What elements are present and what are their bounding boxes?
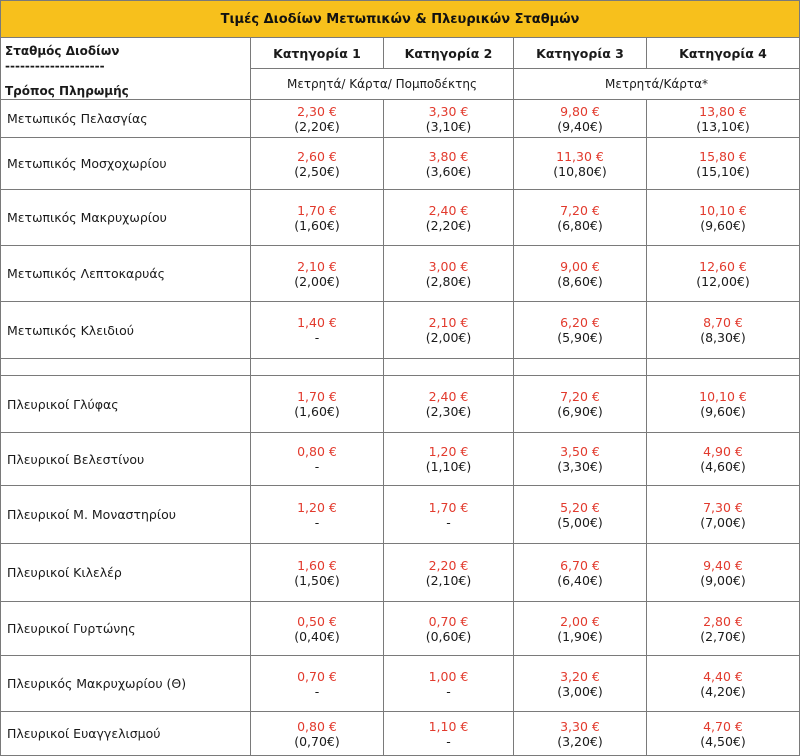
discounted-price-value: (2,20€) [294,118,340,134]
price-cell-category-3 [514,190,647,246]
station-name: Μετωπικός Κλειδιού [1,302,251,359]
station-name: Μετωπικός Μακρυχωρίου [1,190,251,246]
payment-group-2: Μετρητά/Κάρτα* [514,69,800,100]
table-row [1,656,800,712]
price-value: 7,20 € [560,389,600,404]
price-cell-category-1 [251,190,384,246]
separator-cell [1,359,251,376]
price-cell-category-4 [647,138,800,190]
price-cell-category-4 [647,302,800,359]
price-cell-category-2 [384,486,514,544]
header-dashes: -------------------- [5,59,105,73]
discounted-price-value: (7,00€) [700,514,746,530]
price-value: 3,30 € [560,718,600,734]
price-value: 13,80 € [699,103,747,119]
discounted-price-value: (4,20€) [700,683,746,699]
price-cell-category-2 [384,602,514,656]
price-cell-category-1 [251,656,384,712]
price-value: 0,50 € [297,613,337,629]
price-value: 9,40 € [703,557,743,573]
station-name: Πλευρικοί Γυρτώνης [1,602,251,656]
discounted-price-value: (9,60€) [700,217,746,233]
price-value: 0,70 € [297,668,337,684]
table-row [1,246,800,302]
price-cell-category-2 [384,100,514,138]
discounted-price-value: (9,00€) [700,572,746,588]
price-value: 1,60 € [297,557,337,573]
station-name: Πλευρικός Μακρυχωρίου (Θ) [1,656,251,712]
price-value: 10,10 € [699,202,747,218]
price-cell-category-1 [251,544,384,602]
discounted-price-value: (6,40€) [557,572,603,588]
discounted-price-value: - [314,459,320,474]
price-value: 4,90 € [703,444,743,459]
price-value: 11,30 € [556,148,604,164]
table-title: Τιμές Διοδίων Μετωπικών & Πλευρικών Σταθμών [1,1,800,38]
price-value: 2,80 € [703,613,743,629]
station-name: Μετωπικός Μοσχοχωρίου [1,138,251,190]
price-value: 0,80 € [297,444,337,459]
price-cell-category-2 [384,302,514,359]
discounted-price-value: (0,60€) [425,628,472,644]
section-separator-row [1,359,800,376]
price-cell-category-1 [251,376,384,433]
price-value: 2,20 € [428,557,469,573]
discounted-price-value: (8,60€) [557,273,603,289]
table-row [1,544,800,602]
price-value: 15,80 € [699,148,747,164]
price-value: 3,20 € [560,668,600,684]
price-value: 12,60 € [699,258,747,274]
discounted-price-value: (2,30€) [425,404,472,419]
station-name: Πλευρικοί Βελεστίνου [1,433,251,486]
discounted-price-value: - [446,733,451,749]
price-cell-category-3 [514,656,647,712]
price-cell-category-3 [514,302,647,359]
price-value: 2,10 € [428,315,469,330]
discounted-price-value: (3,10€) [425,118,472,134]
price-cell-category-3 [514,246,647,302]
discounted-price-value: (2,80€) [425,273,472,289]
discounted-price-value: (4,60€) [700,459,746,474]
category-4-header: Κατηγορία 4 [647,38,800,69]
discounted-price-value: (2,20€) [425,217,472,233]
price-cell-category-4 [647,246,800,302]
payment-group-1: Μετρητά/ Κάρτα/ Πομποδέκτης [251,69,514,100]
price-cell-category-2 [384,246,514,302]
discounted-price-value: - [446,514,451,530]
price-cell-category-1 [251,246,384,302]
table-row [1,602,800,656]
price-value: 1,40 € [297,315,337,330]
header-left-cell [1,38,251,100]
price-cell-category-2 [384,138,514,190]
price-value: 2,10 € [297,258,337,274]
price-value: 3,30 € [428,103,469,119]
price-cell-category-4 [647,100,800,138]
discounted-price-value: - [446,683,451,699]
separator-cell [647,359,800,376]
price-cell-category-2 [384,433,514,486]
price-cell-category-4 [647,656,800,712]
separator-cell [251,359,384,376]
discounted-price-value: (10,80€) [553,163,607,179]
discounted-price-value: - [314,514,320,530]
table-row [1,190,800,246]
category-3-header: Κατηγορία 3 [514,38,647,69]
table-row [1,302,800,359]
separator-cell [384,359,514,376]
discounted-price-value: (6,80€) [557,217,603,233]
price-value: 8,70 € [703,315,743,330]
price-cell-category-1 [251,302,384,359]
category-2-header: Κατηγορία 2 [384,38,514,69]
discounted-price-value: (1,50€) [294,572,340,588]
price-value: 3,00 € [428,258,469,274]
discounted-price-value: (12,00€) [696,273,750,289]
price-value: 2,60 € [297,148,337,164]
price-value: 0,80 € [297,718,337,734]
price-value: 10,10 € [699,389,747,404]
price-cell-category-4 [647,544,800,602]
price-cell-category-4 [647,602,800,656]
discounted-price-value: (1,60€) [294,404,340,419]
discounted-price-value: (1,60€) [294,217,340,233]
discounted-price-value: (1,10€) [425,459,472,474]
price-value: 9,00 € [560,258,600,274]
header-row-categories [1,38,800,69]
table-row [1,138,800,190]
price-value: 1,70 € [428,499,469,515]
discounted-price-value: (2,00€) [425,330,472,345]
price-cell-category-3 [514,376,647,433]
discounted-price-value: (9,60€) [700,404,746,419]
price-cell-category-1 [251,602,384,656]
discounted-price-value: (3,00€) [557,683,603,699]
price-value: 6,20 € [560,315,600,330]
discounted-price-value: (0,40€) [294,628,340,644]
price-cell-category-2 [384,190,514,246]
discounted-price-value: (8,30€) [700,330,746,345]
price-cell-category-4 [647,433,800,486]
price-cell-category-2 [384,376,514,433]
price-value: 2,00 € [560,613,600,629]
discounted-price-value: (2,50€) [294,163,340,179]
price-cell-category-4 [647,376,800,433]
price-cell-category-1 [251,433,384,486]
price-value: 2,40 € [428,389,469,404]
discounted-price-value: (4,50€) [700,733,746,749]
station-name: Πλευρικοί Ευαγγελισμού [1,712,251,756]
price-value: 7,20 € [560,202,600,218]
discounted-price-value: (1,90€) [557,628,603,644]
price-value: 0,70 € [428,613,469,629]
discounted-price-value: (6,90€) [557,404,603,419]
price-value: 1,20 € [297,499,337,515]
price-cell-category-1 [251,138,384,190]
price-cell-category-1 [251,100,384,138]
discounted-price-value: (3,30€) [557,459,603,474]
station-name: Πλευρικοί Κιλελέρ [1,544,251,602]
table-row [1,433,800,486]
discounted-price-value: (5,90€) [557,330,603,345]
table-row [1,376,800,433]
price-value: 7,30 € [703,499,743,515]
station-name: Μετωπικός Λεπτοκαρυάς [1,246,251,302]
price-value: 4,70 € [703,718,743,734]
price-value: 6,70 € [560,557,600,573]
station-name: Πλευρικοί Γλύφας [1,376,251,433]
discounted-price-value: (2,00€) [294,273,340,289]
station-name: Μετωπικός Πελασγίας [1,100,251,138]
price-cell-category-4 [647,190,800,246]
discounted-price-value: (2,70€) [700,628,746,644]
price-cell-category-3 [514,486,647,544]
price-cell-category-4 [647,486,800,544]
price-cell-category-3 [514,138,647,190]
price-value: 2,30 € [297,103,337,119]
discounted-price-value: (15,10€) [696,163,750,179]
price-cell-category-3 [514,602,647,656]
discounted-price-value: - [314,330,320,345]
discounted-price-value: (3,60€) [425,163,472,179]
price-value: 9,80 € [560,103,600,119]
separator-cell [514,359,647,376]
price-value: 3,80 € [428,148,469,164]
payment-label: Τρόπος Πληρωμής [5,84,129,98]
discounted-price-value: (13,10€) [696,118,750,134]
discounted-price-value: - [314,683,320,699]
station-name: Πλευρικοί Μ. Μοναστηρίου [1,486,251,544]
price-value: 5,20 € [560,499,600,515]
price-value: 1,70 € [297,389,337,404]
price-value: 2,40 € [428,202,469,218]
table-row [1,486,800,544]
discounted-price-value: (0,70€) [294,733,340,749]
discounted-price-value: (9,40€) [557,118,603,134]
price-value: 1,20 € [428,444,469,459]
price-cell-category-2 [384,656,514,712]
discounted-price-value: (3,20€) [557,733,603,749]
price-cell-category-3 [514,100,647,138]
price-value: 1,00 € [428,668,469,684]
price-cell-category-3 [514,433,647,486]
discounted-price-value: (5,00€) [557,514,603,530]
station-label: Σταθμός Διοδίων [5,44,120,58]
price-value: 4,40 € [703,668,743,684]
price-cell-category-3 [514,544,647,602]
price-value: 1,70 € [297,202,337,218]
title-row [1,1,800,38]
category-1-header: Κατηγορία 1 [251,38,384,69]
table-row [1,100,800,138]
discounted-price-value: (2,10€) [425,572,472,588]
price-value: 3,50 € [560,444,600,459]
price-cell-category-1 [251,486,384,544]
price-value: 1,10 € [428,718,469,734]
price-cell-category-2 [384,544,514,602]
